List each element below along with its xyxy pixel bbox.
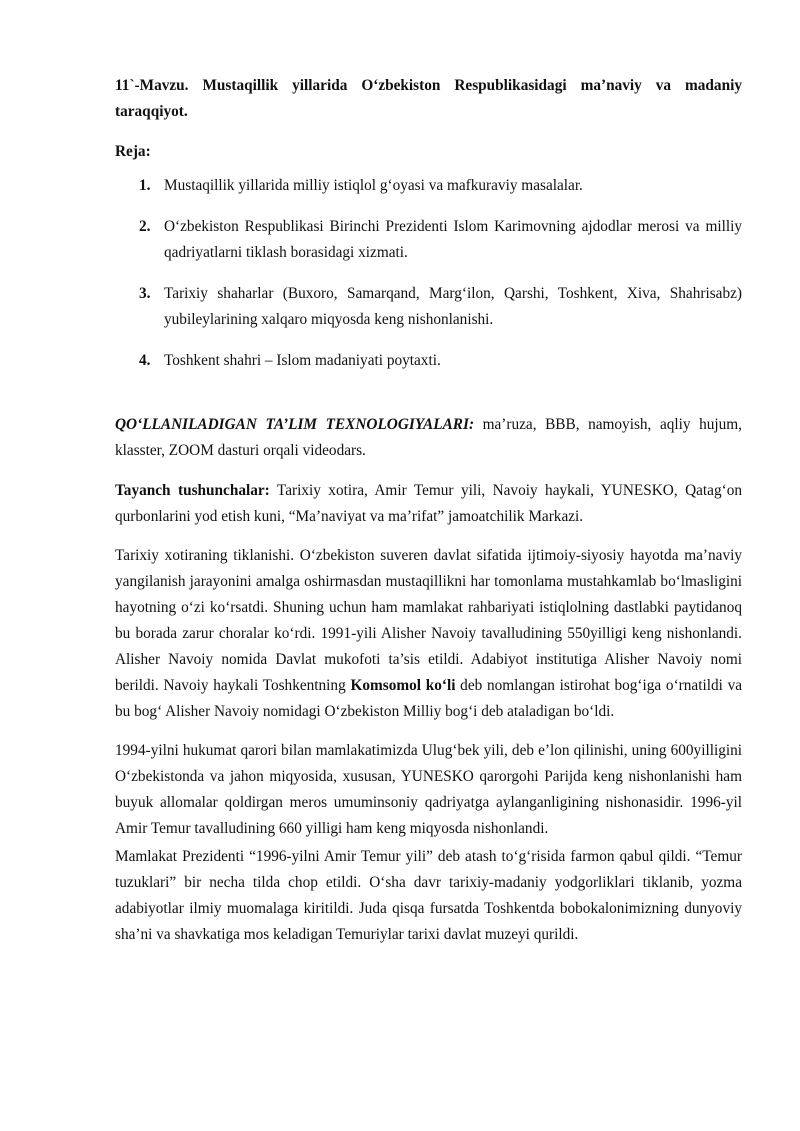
plan-heading: Reja: (115, 143, 151, 160)
key-concepts-text: Tarixiy xotira, Amir Temur yili, Navoiy haykali, YUNESKO, Qatag‘on qurbonlarini yod etish kuni, “Ma’naviyat va ma’rifat” jamoatchilik Markazi. (115, 482, 742, 525)
body-paragraph-2: 1994-yilni hukumat qarori bilan mamlakatimizda Ulug‘bek yili, deb e’lon qilinishi, uning 600yilligini O‘zbekistonda va jahon miqyosida, xususan, YUNESKO qarorgohi Parijda keng nishonlanishi ham buyuk allomalar qoldirgan meros umuminsoniy qadriyatga aylanganligining nishonasidir. 1996-yil Amir Temur tavalludining 660 yilligi ham keng miqyosda nishonlandi. (115, 742, 742, 837)
plan-item-text: Tarixiy shaharlar (Buxoro, Samarqand, Marg‘ilon, Qarshi, Toshkent, Xiva, Shahrisabz) yubileylarining xalqaro miqyosda keng nishonlanishi. (164, 285, 742, 328)
paragraph-1-text-before: Tarixiy xotiraning tiklanishi. O‘zbekiston suveren davlat sifatida ijtimoiy-siyosiy hayotda ma’naviy yangilanish jarayonini amalga oshirmasdan mustaqillikni har tomonlama mustahkamlab bo‘lmasligini hayotning o‘zi ko‘rsatdi. Shuning uchun ham mamlakat rahbariyati istiqlolning dastlabki paytidanoq bu borada zarur choralar ko‘rdi. 1991-yili Alisher Navoiy tavalludining 550yilligi keng nishonlandi. Alisher Navoiy nomida Davlat mukofoti ta’sis etildi. Adabiyot institutiga Alisher Navoiy nomi berildi. Navoiy haykali Toshkentning (115, 547, 742, 694)
plan-item-text: O‘zbekiston Respublikasi Birinchi Prezidenti Islom Karimovning ajdodlar merosi va milliy qadriyatlarni tiklash borasidagi xizmati. (164, 218, 742, 261)
key-concepts-lead: Tayanch tushunchalar: (115, 482, 270, 499)
paragraph-1-bold-term: Komsomol ko‘li (350, 677, 456, 694)
plan-item (115, 173, 742, 199)
plan-item-text: Mustaqillik yillarida milliy istiqlol g‘oyasi va mafkuraviy masalalar. (164, 177, 583, 194)
paragraph-1-text-after: deb nomlangan istirohat bog‘iga o‘rnatildi va bu bog‘ Alisher Navoiy nomidagi O‘zbekiston Milliy bog‘i deb ataladigan bo‘ldi. (115, 677, 743, 720)
plan-item-number: 4. (139, 352, 151, 369)
technologies-lead: QO‘LLANILADIGAN TA’LIM TEXNOLOGIYALARI: (115, 416, 475, 433)
plan-item (115, 214, 742, 266)
plan-list (115, 173, 742, 374)
document-page (115, 73, 742, 948)
plan-item-text: Toshkent shahri – Islom madaniyati poytaxti. (164, 352, 441, 369)
technologies-text: ma’ruza, BBB, namoyish, aqliy hujum, klasster, ZOOM dasturi orqali videodars. (115, 416, 743, 459)
plan-item-number: 2. (139, 218, 151, 235)
body-paragraph-1 (115, 543, 742, 725)
key-concepts-paragraph (115, 478, 742, 530)
body-paragraph-3: Mamlakat Prezidenti “1996-yilni Amir Temur yili” deb atash to‘g‘risida farmon qabul qildi. “Temur tuzuklari” bir necha tilda chop etildi. O‘sha davr tarixiy-madaniy yodgorliklari tiklanib, yozma adabiyotlar ilmiy muomalaga kiritildi. Juda qisqa fursatda Toshkentda bobokalonimizning dunyoviy sha’ni va shavkatiga mos keladigan Temuriylar tarixi davlat muzeyi qurildi. (115, 848, 742, 943)
plan-item (115, 281, 742, 333)
plan-item-number: 1. (139, 177, 151, 194)
document-title: 11`-Mavzu. Mustaqillik yillarida O‘zbekiston Respublikasidagi ma’naviy va madaniy taraqqiyot. (115, 77, 742, 120)
technologies-paragraph (115, 412, 742, 464)
plan-item-number: 3. (139, 285, 151, 302)
plan-item (115, 348, 742, 374)
